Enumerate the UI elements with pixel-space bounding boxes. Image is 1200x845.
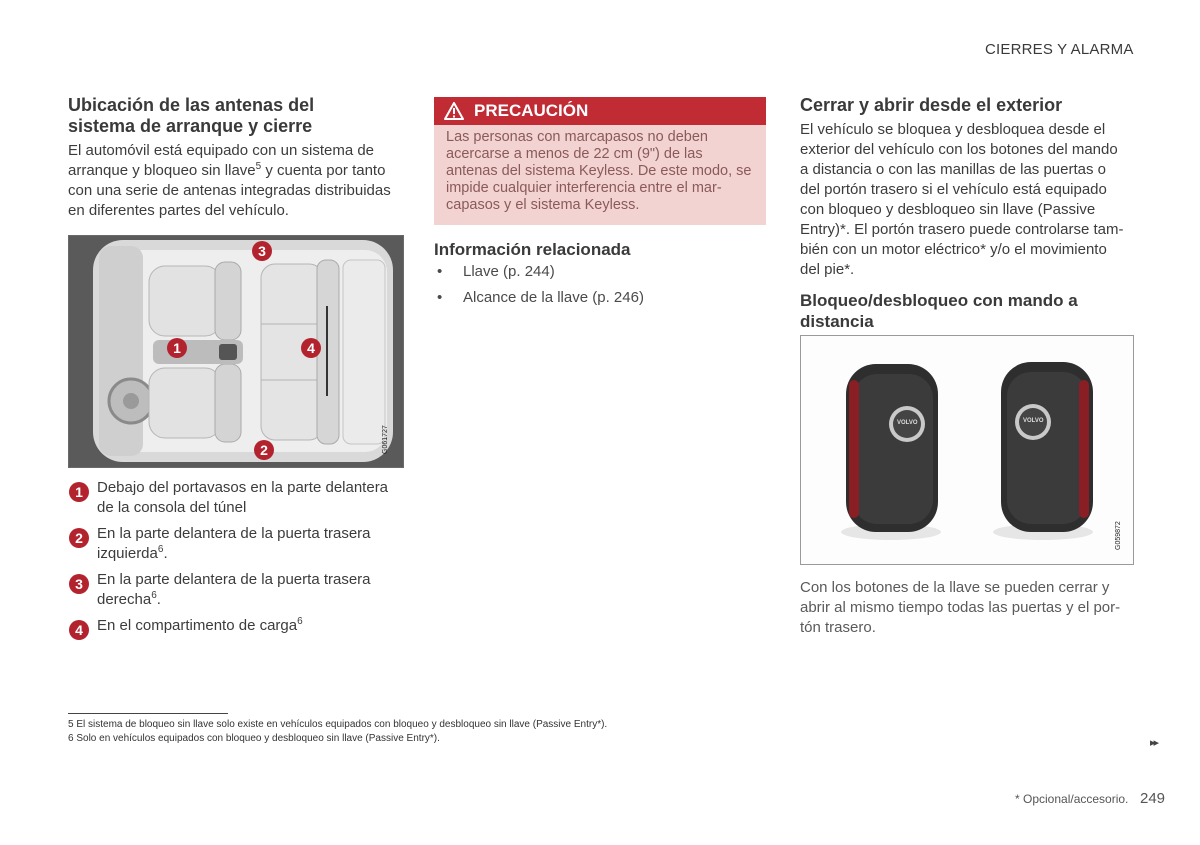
page-number: 249 bbox=[1140, 790, 1166, 807]
optional-accessory-note: * Opcional/accesorio. bbox=[1015, 792, 1129, 806]
antenna-marker-2: 2 bbox=[254, 440, 274, 460]
intro-text-a: El automóvil está equipado con un sistema de arranque y bloqueo sin llave bbox=[68, 142, 375, 179]
antenna-location-heading: Ubicación de las antenas del sistema de arranque y cierre bbox=[68, 95, 315, 136]
remote-key-illustration bbox=[801, 336, 1133, 564]
volvo-logo-2: VOLVO bbox=[1023, 418, 1044, 424]
legend-marker-3: 3 bbox=[69, 574, 89, 594]
car-interior-illustration bbox=[69, 236, 403, 467]
legend-marker-2: 2 bbox=[69, 528, 89, 548]
bullet: • bbox=[437, 289, 443, 306]
antenna-marker-3: 3 bbox=[252, 241, 272, 261]
antenna-intro-paragraph bbox=[68, 141, 408, 221]
footnote-divider bbox=[68, 713, 228, 714]
footnote-5: 5 El sistema de bloqueo sin llave solo existe en vehículos equipados con bloqueo y desbloqueo sin llave (Passive Entry*). bbox=[68, 719, 608, 730]
figure-code-label: G059872 bbox=[1115, 521, 1122, 550]
lock-unlock-paragraph: El vehículo se bloquea y desbloquea desde el exterior del vehículo con los botones del mando a distancia o con las manillas de las puertas o del portón trasero si el vehículo está equipado con bloqueo y desbloqueo sin llave (Passive Entry)*. El portón trasero puede controlarse también con un motor eléctrico* y/o el movimiento del pie*. bbox=[800, 121, 1124, 278]
footnote-ref-6[interactable]: 6 bbox=[157, 544, 164, 555]
bullet: • bbox=[437, 263, 443, 280]
car-interior-figure bbox=[68, 235, 404, 468]
antenna-marker-1: 1 bbox=[167, 338, 187, 358]
footnote-6: 6 Solo en vehículos equipados con bloqueo y desbloqueo sin llave (Passive Entry*). bbox=[68, 733, 440, 744]
warning-body: Las personas con marcapasos no deben acercarse a menos de 22 cm (9") de las antenas del sistema Keyless. De este modo, se impide cualquier interferencia entre el marcapasos y el sistema Keyless. bbox=[446, 129, 752, 213]
legend-item bbox=[68, 570, 398, 610]
legend-item bbox=[68, 616, 398, 636]
volvo-logo-1: VOLVO bbox=[897, 420, 918, 426]
legend-item bbox=[68, 524, 398, 564]
next-page-arrows-icon[interactable]: ▸▸ bbox=[1150, 737, 1158, 749]
warning-header bbox=[434, 97, 766, 125]
related-info-list bbox=[434, 262, 644, 314]
antenna-legend bbox=[68, 478, 398, 642]
antenna-marker-4: 4 bbox=[301, 338, 321, 358]
lock-unlock-heading: Cerrar y abrir desde el exterior bbox=[800, 95, 1063, 115]
section-header: CIERRES Y ALARMA bbox=[985, 41, 1134, 58]
legend-tail: . bbox=[163, 545, 168, 562]
legend-text: En el compartimento de carga bbox=[97, 617, 298, 634]
footnote-ref-6[interactable]: 6 bbox=[151, 590, 157, 601]
remote-key-figure bbox=[800, 335, 1134, 565]
key-figure-caption: Con los botones de la llave se pueden cerrar y abrir al mismo tiempo todas las puertas y el portón trasero. bbox=[800, 579, 1121, 636]
legend-marker-4: 4 bbox=[69, 620, 89, 640]
related-link-key-range[interactable] bbox=[434, 288, 644, 308]
legend-tail: . bbox=[156, 591, 161, 608]
legend-text: En la parte delantera de la puerta trasera derecha bbox=[97, 571, 371, 608]
warning-triangle-icon bbox=[440, 97, 468, 125]
remote-lock-subheading: Bloqueo/desbloqueo con mando a distancia bbox=[800, 291, 1078, 331]
warning-box bbox=[434, 97, 766, 225]
legend-marker-1: 1 bbox=[69, 482, 89, 502]
related-link-text: Alcance de la llave (p. 246) bbox=[463, 289, 644, 306]
figure-code-label: G061727 bbox=[382, 425, 389, 454]
legend-text: En la parte delantera de la puerta trasera izquierda bbox=[97, 525, 371, 562]
footnote-ref-5[interactable]: 5 bbox=[255, 161, 262, 172]
warning-title: PRECAUCIÓN bbox=[474, 101, 589, 120]
related-link-text: Llave (p. 244) bbox=[463, 263, 555, 280]
footnote-ref-6[interactable]: 6 bbox=[297, 616, 303, 627]
intro-text-b: y cuenta por tanto con una serie de antenas integradas distribuidas en diferentes partes del vehículo. bbox=[68, 162, 391, 219]
related-info-heading: Información relacionada bbox=[434, 240, 631, 259]
legend-text: Debajo del portavasos en la parte delantera de la consola del túnel bbox=[97, 479, 389, 516]
legend-item bbox=[68, 478, 398, 518]
related-link-key[interactable] bbox=[434, 262, 644, 282]
